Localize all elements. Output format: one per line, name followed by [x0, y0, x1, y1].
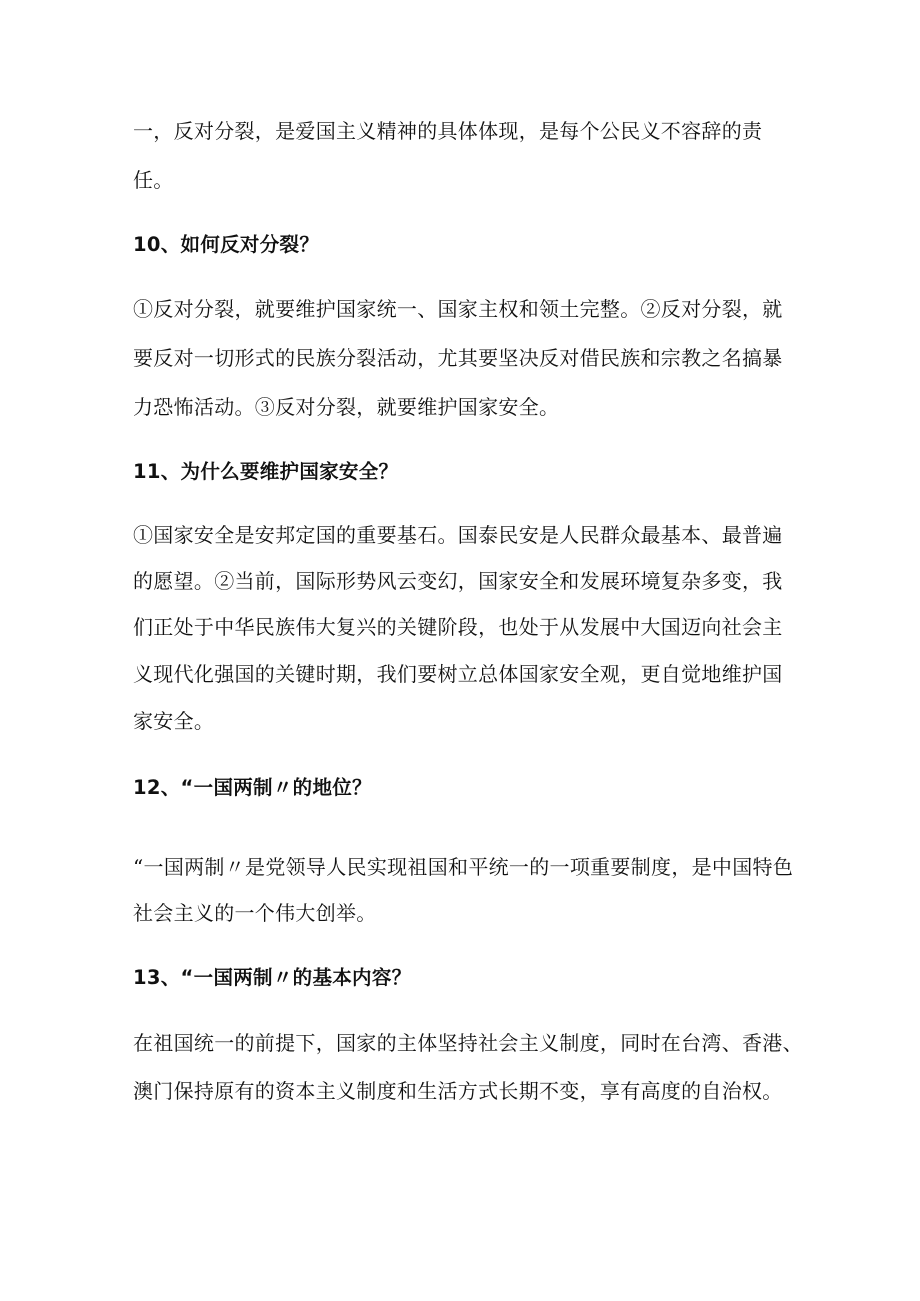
- section-13-line: 澳门保持原有的资本主义制度和生活方式长期不变，享有高度的自治权。: [133, 1079, 783, 1103]
- intro-line: 一，反对分裂，是爱国主义精神的具体体现，是每个公民义不容辞的责: [133, 119, 763, 143]
- section-10-line: 力恐怖活动。③反对分裂，就要维护国家安全。: [133, 395, 560, 419]
- section-12-line: “一国两制〃是党领导人民实现祖国和平统一的一项重要制度，是中国特色: [133, 855, 794, 879]
- section-11-line: ①国家安全是安邦定国的重要基石。国泰民安是人民群众最基本、最普遍: [133, 523, 783, 547]
- section-10-line: 要反对一切形式的民族分裂活动，尤其要坚决反对借民族和宗教之名搞暴: [133, 346, 783, 370]
- section-13-line: 在祖国统一的前提下，国家的主体坚持社会主义制度，同时在台湾、香港、: [133, 1031, 803, 1055]
- section-heading-12: 12、“一国两制〃的地位？: [133, 776, 372, 799]
- section-11-line: 的愿望。②当前，国际形势风云变幻，国家安全和发展环境复杂多变，我: [133, 569, 783, 593]
- section-11-line: 们正处于中华民族伟大复兴的关键阶段，也处于从发展中大国迈向社会主: [133, 615, 783, 639]
- section-11-line: 家安全。: [133, 709, 215, 733]
- section-12-line: 社会主义的一个伟大创举。: [133, 901, 377, 925]
- section-10-line: ①反对分裂，就要维护国家统一、国家主权和领土完整。②反对分裂，就: [133, 297, 783, 321]
- section-11-line: 义现代化强国的关键时期，我们要树立总体国家安全观，更自觉地维护国: [133, 662, 783, 686]
- section-heading-10: 10、如何反对分裂？: [133, 233, 320, 256]
- section-heading-11: 11、为什么要维护国家安全？: [133, 460, 399, 483]
- section-heading-13: 13、“一国两制〃的基本内容？: [133, 966, 412, 989]
- intro-line: 任。: [133, 168, 174, 192]
